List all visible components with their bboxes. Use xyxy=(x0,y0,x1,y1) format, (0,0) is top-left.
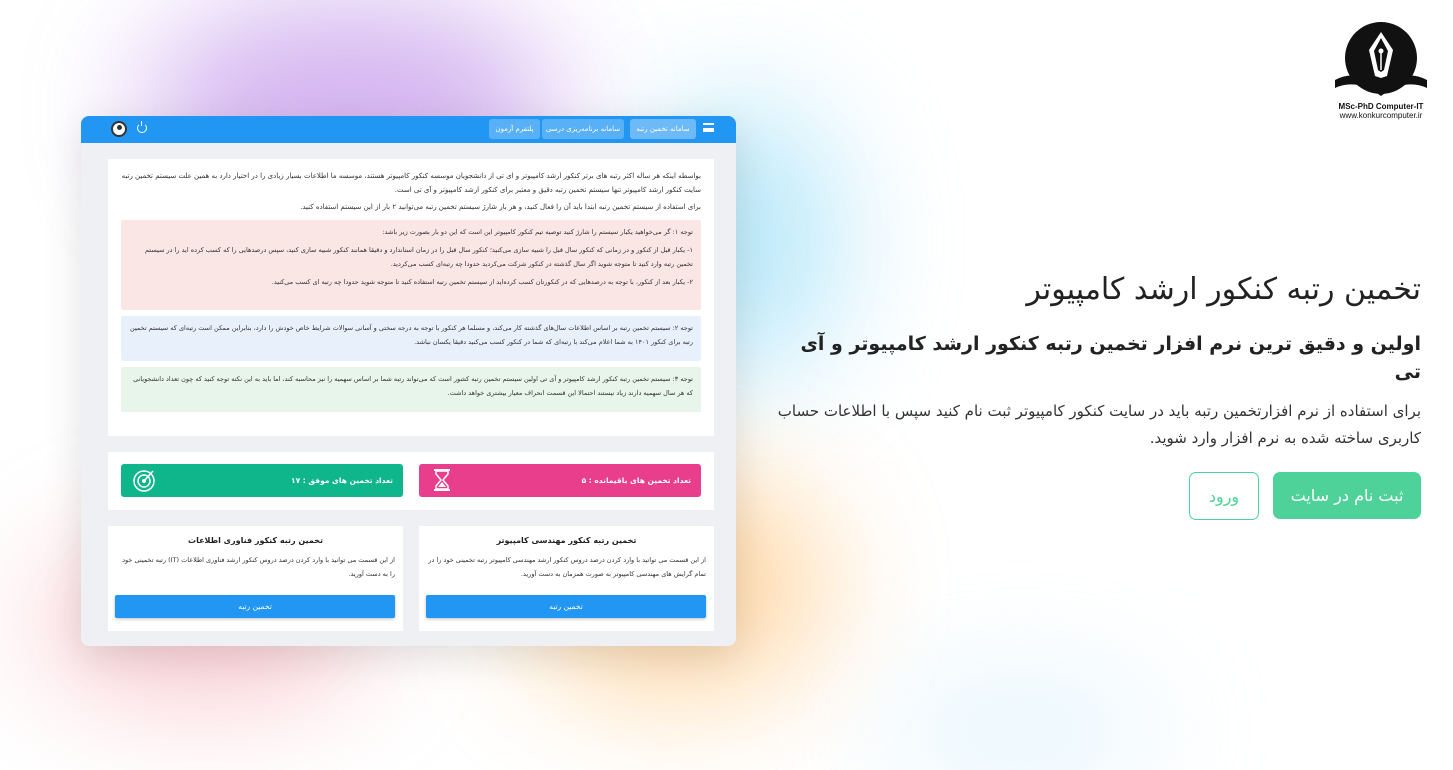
preview-tab-rank: سامانه تخمین رتبه xyxy=(630,119,696,139)
hero-actions xyxy=(771,472,1421,520)
preview-tab-exam: پلتفرم آزمون xyxy=(489,119,540,139)
register-button[interactable]: ثبت نام در سایت xyxy=(1273,472,1421,519)
course-card-it xyxy=(108,526,403,631)
note-blue xyxy=(121,316,701,361)
logo-pen-book-icon xyxy=(1333,18,1429,100)
background-blob-blue xyxy=(880,690,1160,770)
page-title: تخمین رتبه کنکور ارشد کامپیوتر xyxy=(1026,272,1421,307)
note-title: توجه ۱: گر می‌خواهید یکبار سیستم را شارژ کنید توصیه تیم کنکور کامپیوتر این است که این دو بار بصورت زیر باشد: xyxy=(382,228,693,236)
preview-navbar xyxy=(81,116,736,143)
course-card-computer xyxy=(419,526,714,631)
info-paragraph: برای استفاده از سیستم تخمین رتبه ابتدا باید آن را فعال کنید، و هر بار شارژ سیستم تخمین رتبه می‌توانید ۲ بار از این سیستم استفاده کنید. xyxy=(300,203,701,211)
preview-stats-card xyxy=(108,452,714,510)
stat-remaining xyxy=(419,464,701,497)
note-text: توجه ۲: سیستم تخمین رتبه بر اساس اطلاعات سال‌های گذشته کار می‌کند، و مسلما هر کنکور با توجه به درجه سختی و آسانی سوالات شرایط خاص خودش را دارد، بنابراین ممکن است رتبه‌ای که سیستم تخمین رتبه برای کنکور ۱۴۰۱ به شما اعلام می‌کند با رتبه‌ای که شما در کنکور کسب می‌کنید دقیقا یکسان نباشد. xyxy=(130,324,693,346)
estimate-rank-button: تخمین رتبه xyxy=(115,595,395,618)
preview-info-card xyxy=(108,159,714,436)
note-red xyxy=(121,220,701,310)
stat-success xyxy=(121,464,403,497)
login-button[interactable]: ورود xyxy=(1189,472,1259,520)
note-item: ۲- یکبار بعد از کنکور، با توجه به درصدهایی که در کنکورتان کسب کرده‌اید از سیستم تخمین رتبه استفاده کنید تا متوجه شوید حدودا چه رتبه ای کسب می‌کنید. xyxy=(271,278,693,286)
info-paragraph: بواسطه اینکه هر ساله اکثر رتبه های برتر کنکور ارشد کامپیوتر و ای تی از دانشجویان موسسه کنکور کامپیوتر هستند، موسسه ما اطلاعات بسیار زیادی را در اختیار دارد به همین علت سیستم تخمین رتبه سایت کنکور ارشد کامپیوتر تنها سیستم تخمین رتبه دقیق و معتبر برای کنکور ارشد کامپیوتر و آی تی است. xyxy=(121,172,701,194)
menu-icon xyxy=(703,123,714,132)
course-description: از این قسمت می توانید با وارد کردن درصد دروس کنکور ارشد مهندسی کامپیوتر رتبه تخمینی خود را در تمام گرایش های مهندسی کامپیوتر به صورت همزمان به دست آورید. xyxy=(428,556,706,578)
course-title: تخمین رتبه کنکور مهندسی کامپیوتر xyxy=(496,536,637,545)
course-title: تخمین رتبه کنکور فناوری اطلاعات xyxy=(188,536,323,545)
note-text: توجه ۳: سیستم تخمین رتبه کنکور ارشد کامپیوتر و آی تی اولین سیستم تخمین رتبه کشور است که می‌تواند رتبه شما بر اساس سهمیه را نیز محاسبه کند، اما باید به این نکته توجه کنید که چون تعداد دانشجویانی که هر سال سهمیه دارند زیاد نیستند احتمالا این قسمت انحراف معیار بیشتری خواهد داشت. xyxy=(133,375,693,397)
note-green xyxy=(121,367,701,412)
estimate-rank-button: تخمین رتبه xyxy=(426,595,706,618)
course-description: از این قسمت می توانید با وارد کردن درصد دروس کنکور ارشد فناوری اطلاعات (IT) رتبه تخمینی خود را به دست آورید. xyxy=(122,556,395,578)
power-icon xyxy=(137,123,147,133)
user-avatar-icon xyxy=(111,121,127,137)
preview-tab-study: سامانه برنامه‌ریزی درسی xyxy=(542,119,624,139)
hourglass-icon xyxy=(429,467,455,493)
note-item: ۱- یکبار قبل از کنکور و در زمانی که کنکور سال قبل را شبیه سازی می‌کنید؛ کنکور سال قبل را در زمان استاندارد و دقیقا همانند کنکور شبیه سازی کنید، سپس درصدهایی را که کسب کرده اید را در سیستم تخمین رتبه وارد کنید تا متوجه شوید اگر سال گذشته در کنکور شرکت می‌کردید حدودا چه رتبه‌ای کسب می‌کردید. xyxy=(144,246,693,268)
app-preview-screenshot xyxy=(81,116,736,646)
stat-remaining-label: تعداد تخمین های باقیمانده : ۵ xyxy=(581,476,691,485)
site-logo[interactable] xyxy=(1331,18,1431,120)
target-icon xyxy=(131,467,157,493)
page-description: برای استفاده از نرم افزارتخمین رتبه باید در سایت کنکور کامپیوتر ثبت نام کنید سپس با اطلاعات حساب کاربری ساخته شده به نرم افزار وارد شوید. xyxy=(777,402,1421,447)
hero-section xyxy=(771,268,1421,520)
logo-title: MSc-PhD Computer-IT xyxy=(1338,102,1424,111)
page-subtitle: اولین و دقیق ترین نرم افزار تخمین رتبه کنکور ارشد کامپیوتر و آی تی xyxy=(800,333,1421,383)
logo-url: www.konkurcomputer.ir xyxy=(1339,111,1423,120)
stat-success-label: تعداد تخمین های موفق : ۱۷ xyxy=(291,476,393,485)
